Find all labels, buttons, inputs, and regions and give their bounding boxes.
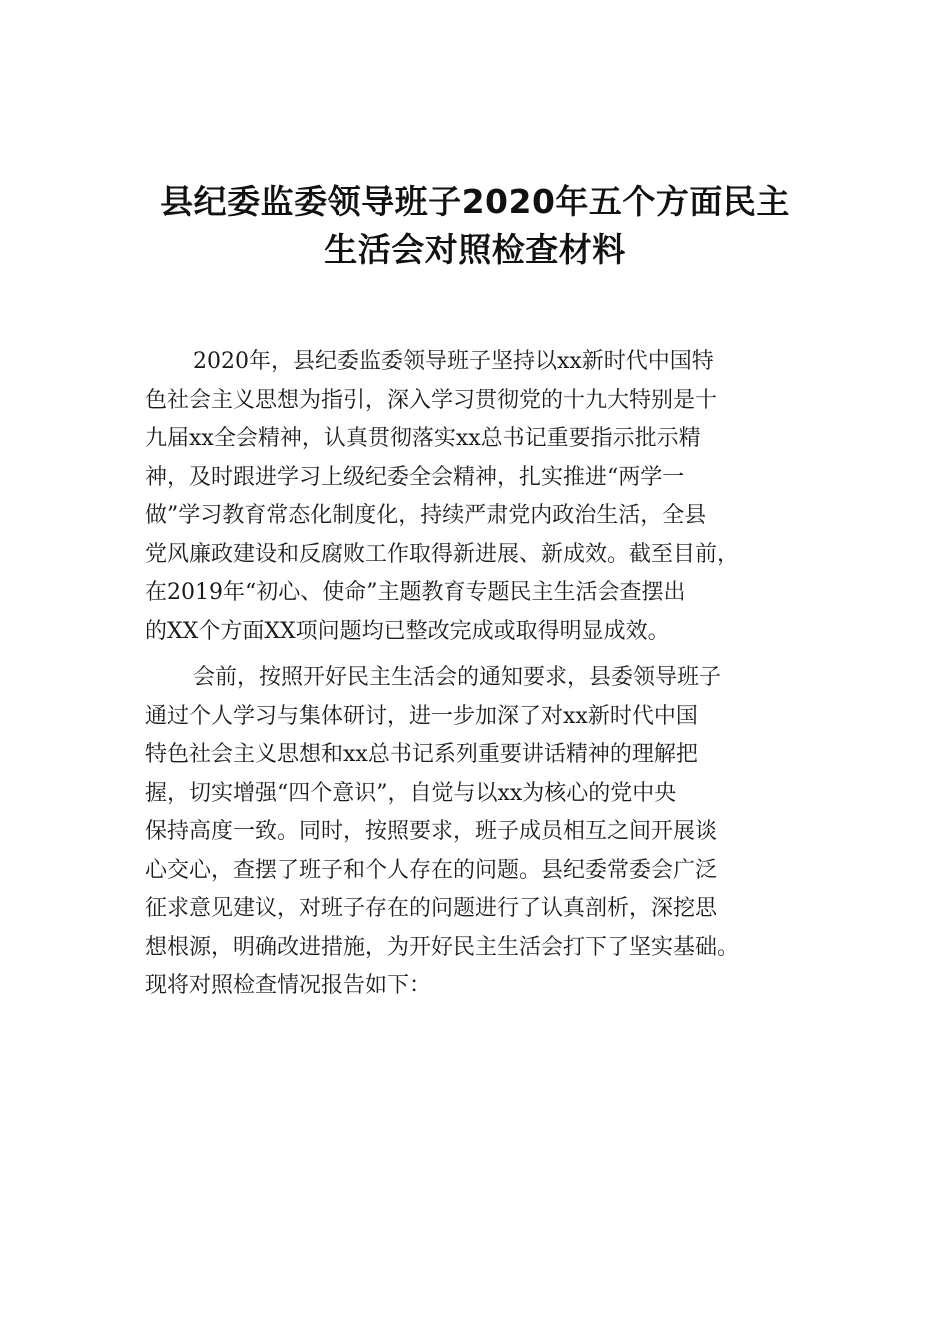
paragraph-line: 心交心，查摆了班子和个人存在的问题。县纪委常委会广泛	[145, 857, 718, 883]
paragraph-line: 征求意见建议，对班子存在的问题进行了认真剖析，深挖思	[145, 896, 718, 921]
paragraph-line: 现将对照检查情况报告如下：	[145, 973, 432, 998]
paragraph-2	[145, 659, 810, 1006]
paragraph-line: 神，及时跟进学习上级纪委全会精神，扎实推进“两学一	[145, 464, 685, 490]
document-body	[145, 343, 810, 1006]
paragraph-line: 想根源，明确改进措施，为开好民主生活会打下了坚实基础。	[145, 934, 740, 960]
paragraph-line: 的XX个方面XX项问题均已整改完成或取得明显成效。	[145, 618, 670, 644]
paragraph-line: 九届xx全会精神，认真贯彻落实xx总书记重要指示批示精	[145, 426, 701, 451]
paragraph-line: 色社会主义思想为指引，深入学习贯彻党的十九大特别是十	[145, 387, 718, 413]
paragraph-line: 保持高度一致。同时，按照要求，班子成员相互之间开展谈	[145, 819, 718, 844]
paragraph-line: 做”学习教育常态化制度化，持续严肃党内政治生活，全县	[145, 503, 707, 528]
paragraph-line: 握，切实增强“四个意识”，自觉与以xx为核心的党中央	[145, 780, 677, 806]
document-title	[100, 178, 850, 274]
paragraph-line: 党风廉政建设和反腐败工作取得新进展、新成效。截至目前，	[145, 541, 740, 567]
paragraph-line: 会前，按照开好民主生活会的通知要求，县委领导班子	[193, 665, 722, 690]
paragraph-line: 在2019年“初心、使命”主题教育专题民主生活会查摆出	[145, 580, 686, 605]
title-line-2: 生活会对照检查材料	[324, 230, 626, 269]
paragraph-1	[145, 343, 810, 651]
paragraph-line: 通过个人学习与集体研讨，进一步加深了对xx新时代中国	[145, 703, 698, 729]
paragraph-spacer	[145, 651, 810, 659]
title-line-1: 县纪委监委领导班子2020年五个方面民主	[160, 182, 790, 221]
paragraph-line: 2020年，县纪委监委领导班子坚持以xx新时代中国特	[193, 349, 714, 374]
paragraph-line: 特色社会主义思想和xx总书记系列重要讲话精神的理解把	[145, 742, 698, 767]
